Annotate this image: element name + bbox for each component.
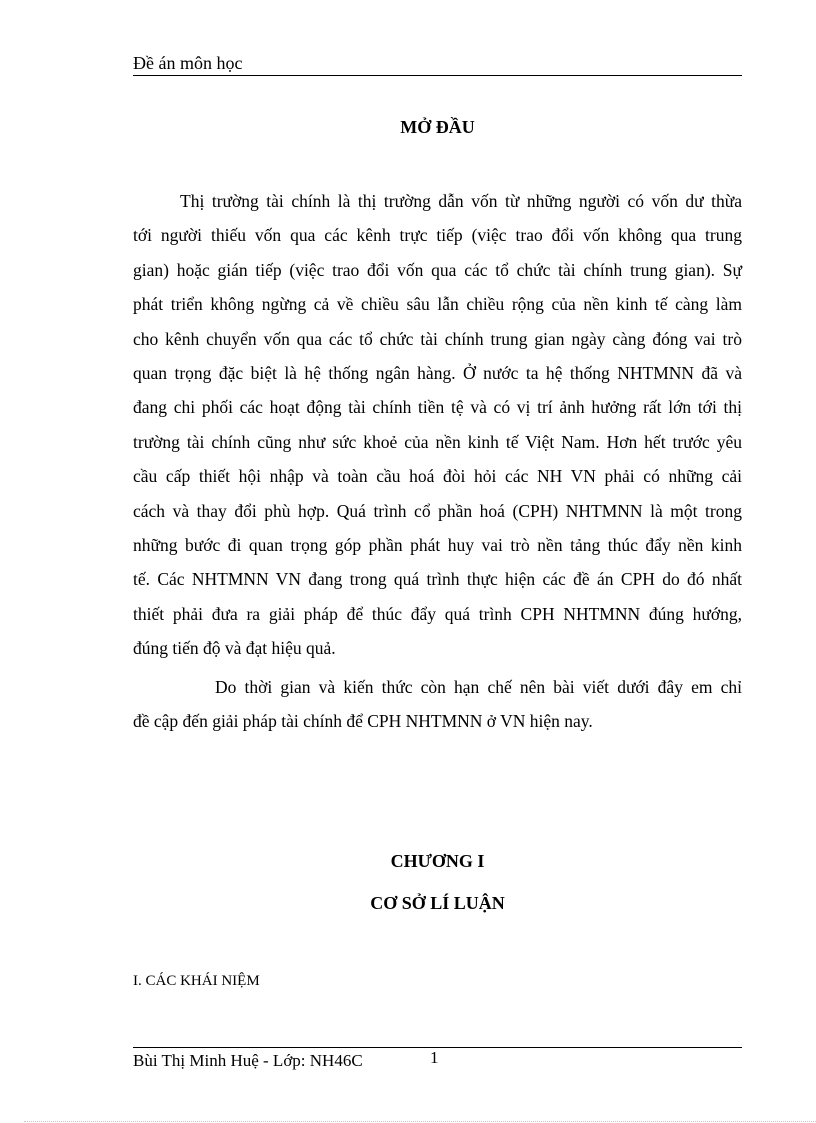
paragraph-line: thiết phải đưa ra giải pháp để thúc đẩy quá trình CPH NHTMNN đúng hướng, bbox=[133, 603, 742, 624]
paragraph-line: đề cập đến giải pháp tài chính để CPH NHTMNN ở VN hiện nay. bbox=[133, 711, 593, 732]
page-bottom-edge bbox=[24, 1121, 816, 1122]
paragraph-line: phát triển không ngừng cả về chiều sâu lẫn chiều rộng của nền kinh tế càng làm bbox=[133, 294, 742, 315]
paragraph-line: gian) hoặc gián tiếp (việc trao đổi vốn qua các tổ chức tài chính trung gian). Sự bbox=[133, 259, 742, 280]
paragraph-line: cầu cấp thiết hội nhập và toàn cầu hoá đòi hỏi các NH VN phải có những cải bbox=[133, 466, 742, 487]
paragraph-line: Thị trường tài chính là thị trường dẫn vốn từ những người có vốn dư thừa bbox=[180, 191, 742, 211]
intro-paragraph-2 bbox=[133, 670, 742, 739]
page-number: 1 bbox=[430, 1048, 439, 1067]
paragraph-line: quan trọng đặc biệt là hệ thống ngân hàng. Ở nước ta hệ thống NHTMNN đã và bbox=[133, 362, 742, 383]
paragraph-line: cách và thay đổi phù hợp. Quá trình cổ phần hoá (CPH) NHTMNN là một trong bbox=[133, 500, 742, 521]
paragraph-line: trường tài chính cũng như sức khoẻ của nền kinh tế Việt Nam. Hơn hết trước yêu bbox=[133, 431, 742, 452]
paragraph-line: đang chi phối các hoạt động tài chính tiền tệ và có vị trí ảnh hưởng rất lớn tới thị bbox=[133, 397, 742, 418]
paragraph-line: đúng tiến độ và đạt hiệu quả. bbox=[133, 638, 336, 659]
section-heading: I. CÁC KHÁI NIỆM bbox=[133, 973, 260, 989]
header-divider bbox=[133, 75, 742, 76]
paragraph-line: tế. Các NHTMNN VN đang trong quá trình thực hiện các đề án CPH do đó nhất bbox=[133, 569, 742, 590]
chapter-title: CƠ SỞ LÍ LUẬN bbox=[370, 893, 505, 913]
page-header: Đề án môn học bbox=[133, 53, 243, 73]
paragraph-line: cho kênh chuyển vốn qua các tổ chức tài chính trung gian ngày càng đóng vai trò bbox=[133, 328, 742, 349]
paragraph-line: Do thời gian và kiến thức còn hạn chế nên bài viết dưới đây em chỉ bbox=[215, 677, 742, 697]
paragraph-line: những bước đi quan trọng góp phần phát huy vai trò nền tảng thúc đẩy nền kinh bbox=[133, 534, 742, 555]
paragraph-line: tới người thiếu vốn qua các kênh trực tiếp (việc trao đổi vốn không qua trung bbox=[133, 225, 742, 246]
intro-paragraph-1 bbox=[133, 184, 742, 665]
document-title: MỞ ĐẦU bbox=[400, 117, 475, 137]
chapter-number: CHƯƠNG I bbox=[390, 851, 485, 871]
page-footer: Bùi Thị Minh Huệ - Lớp: NH46C bbox=[133, 1051, 363, 1070]
